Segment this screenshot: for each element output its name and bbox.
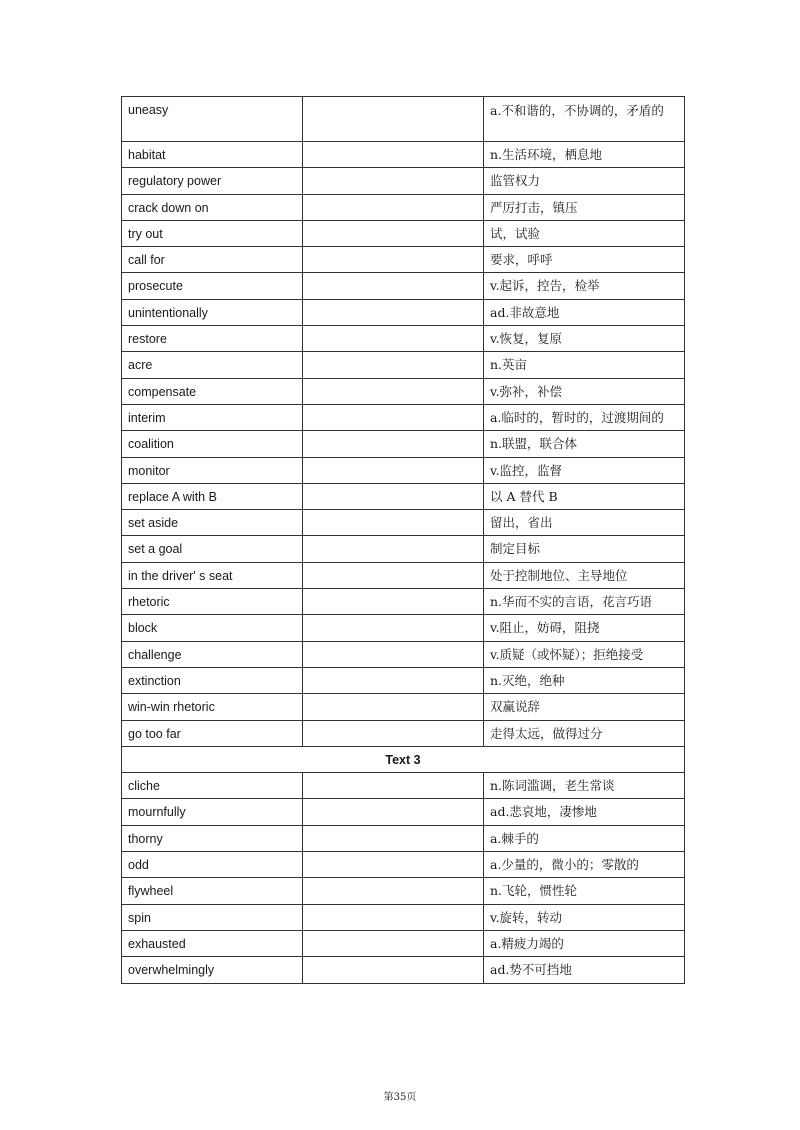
table-row <box>122 930 685 956</box>
table-row <box>122 483 685 509</box>
table-row <box>122 510 685 536</box>
vocab-definition: n.飞轮，惯性轮 <box>484 878 685 904</box>
vocab-definition: v.阻止，妨碍，阻挠 <box>484 615 685 641</box>
vocab-definition: n.英亩 <box>484 352 685 378</box>
table-row <box>122 457 685 483</box>
vocab-word: challenge <box>122 641 303 667</box>
vocab-word: uneasy <box>122 97 303 142</box>
blank-cell <box>303 852 484 878</box>
vocab-definition: a.棘手的 <box>484 825 685 851</box>
vocab-definition: v.质疑（或怀疑）；拒绝接受 <box>484 641 685 667</box>
vocab-definition: n.华而不实的言语，花言巧语 <box>484 589 685 615</box>
blank-cell <box>303 326 484 352</box>
vocab-word: set a goal <box>122 536 303 562</box>
section-title: Text 3 <box>122 746 685 772</box>
table-row <box>122 404 685 430</box>
blank-cell <box>303 483 484 509</box>
vocab-definition: 制定目标 <box>484 536 685 562</box>
vocab-definition: 要求，呼呼 <box>484 247 685 273</box>
vocab-definition: 双赢说辞 <box>484 694 685 720</box>
table-row <box>122 168 685 194</box>
vocabulary-table-body <box>122 97 685 984</box>
vocabulary-table <box>121 96 685 984</box>
vocab-definition: ad.非故意地 <box>484 299 685 325</box>
table-row <box>122 694 685 720</box>
vocab-word: block <box>122 615 303 641</box>
vocab-word: prosecute <box>122 273 303 299</box>
vocab-word: thorny <box>122 825 303 851</box>
vocab-word: replace A with B <box>122 483 303 509</box>
blank-cell <box>303 930 484 956</box>
vocab-definition: ad.悲哀地，凄惨地 <box>484 799 685 825</box>
vocab-word: set aside <box>122 510 303 536</box>
vocab-word: habitat <box>122 142 303 168</box>
blank-cell <box>303 247 484 273</box>
vocab-definition: 监管权力 <box>484 168 685 194</box>
vocab-definition: v.旋转，转动 <box>484 904 685 930</box>
table-row <box>122 852 685 878</box>
blank-cell <box>303 510 484 536</box>
vocab-definition: a.少量的，微小的；零散的 <box>484 852 685 878</box>
vocab-word: exhausted <box>122 930 303 956</box>
blank-cell <box>303 615 484 641</box>
table-row <box>122 904 685 930</box>
table-row <box>122 562 685 588</box>
blank-cell <box>303 378 484 404</box>
blank-cell <box>303 667 484 693</box>
table-row <box>122 247 685 273</box>
vocab-definition: v.起诉，控告，检举 <box>484 273 685 299</box>
table-row <box>122 799 685 825</box>
table-row <box>122 378 685 404</box>
vocab-word: go too far <box>122 720 303 746</box>
table-row <box>122 957 685 983</box>
vocab-definition: 以 A 替代 B <box>484 483 685 509</box>
vocab-word: compensate <box>122 378 303 404</box>
vocab-definition: 处于控制地位、主导地位 <box>484 562 685 588</box>
table-row <box>122 352 685 378</box>
vocab-definition: a.临时的，暂时的，过渡期间的 <box>484 404 685 430</box>
section-header-row <box>122 746 685 772</box>
vocab-word: extinction <box>122 667 303 693</box>
vocab-word: flywheel <box>122 878 303 904</box>
blank-cell <box>303 352 484 378</box>
blank-cell <box>303 168 484 194</box>
vocab-definition: n.生活环境，栖息地 <box>484 142 685 168</box>
blank-cell <box>303 404 484 430</box>
table-row <box>122 299 685 325</box>
blank-cell <box>303 904 484 930</box>
table-row <box>122 720 685 746</box>
table-row <box>122 641 685 667</box>
table-row <box>122 431 685 457</box>
vocab-word: overwhelmingly <box>122 957 303 983</box>
vocab-definition: n.陈词滥调，老生常谈 <box>484 773 685 799</box>
blank-cell <box>303 97 484 142</box>
blank-cell <box>303 589 484 615</box>
blank-cell <box>303 878 484 904</box>
blank-cell <box>303 220 484 246</box>
vocab-definition: 留出，省出 <box>484 510 685 536</box>
blank-cell <box>303 562 484 588</box>
vocab-word: spin <box>122 904 303 930</box>
vocab-word: mournfully <box>122 799 303 825</box>
blank-cell <box>303 194 484 220</box>
table-row <box>122 536 685 562</box>
table-row <box>122 194 685 220</box>
blank-cell <box>303 773 484 799</box>
table-row <box>122 273 685 299</box>
vocab-definition: v.弥补，补偿 <box>484 378 685 404</box>
vocab-definition: n.灭绝，绝种 <box>484 667 685 693</box>
blank-cell <box>303 142 484 168</box>
vocab-word: crack down on <box>122 194 303 220</box>
blank-cell <box>303 825 484 851</box>
table-row <box>122 326 685 352</box>
vocab-definition: ad.势不可挡地 <box>484 957 685 983</box>
blank-cell <box>303 457 484 483</box>
table-row <box>122 825 685 851</box>
vocab-definition: a.不和谐的，不协调的，矛盾的 <box>484 97 685 142</box>
vocab-word: regulatory power <box>122 168 303 194</box>
table-row <box>122 220 685 246</box>
blank-cell <box>303 641 484 667</box>
blank-cell <box>303 720 484 746</box>
table-row <box>122 97 685 142</box>
vocab-definition: 试，试验 <box>484 220 685 246</box>
vocab-word: try out <box>122 220 303 246</box>
vocab-word: interim <box>122 404 303 430</box>
table-row <box>122 589 685 615</box>
vocab-definition: v.恢复，复原 <box>484 326 685 352</box>
vocab-definition: 严厉打击，镇压 <box>484 194 685 220</box>
table-row <box>122 878 685 904</box>
vocab-word: win-win rhetoric <box>122 694 303 720</box>
page-number: 第35页 <box>383 1092 417 1103</box>
table-row <box>122 615 685 641</box>
vocab-word: acre <box>122 352 303 378</box>
vocab-definition: 走得太远，做得过分 <box>484 720 685 746</box>
table-row <box>122 773 685 799</box>
vocab-word: cliche <box>122 773 303 799</box>
vocab-definition: v.监控，监督 <box>484 457 685 483</box>
vocab-word: in the driver' s seat <box>122 562 303 588</box>
blank-cell <box>303 431 484 457</box>
blank-cell <box>303 299 484 325</box>
blank-cell <box>303 694 484 720</box>
vocab-word: odd <box>122 852 303 878</box>
blank-cell <box>303 957 484 983</box>
vocab-word: call for <box>122 247 303 273</box>
blank-cell <box>303 536 484 562</box>
vocab-word: restore <box>122 326 303 352</box>
blank-cell <box>303 799 484 825</box>
vocab-definition: a.精疲力竭的 <box>484 930 685 956</box>
vocab-word: unintentionally <box>122 299 303 325</box>
vocab-definition: n.联盟，联合体 <box>484 431 685 457</box>
vocab-word: rhetoric <box>122 589 303 615</box>
table-row <box>122 142 685 168</box>
vocab-word: coalition <box>122 431 303 457</box>
table-row <box>122 667 685 693</box>
blank-cell <box>303 273 484 299</box>
vocab-word: monitor <box>122 457 303 483</box>
